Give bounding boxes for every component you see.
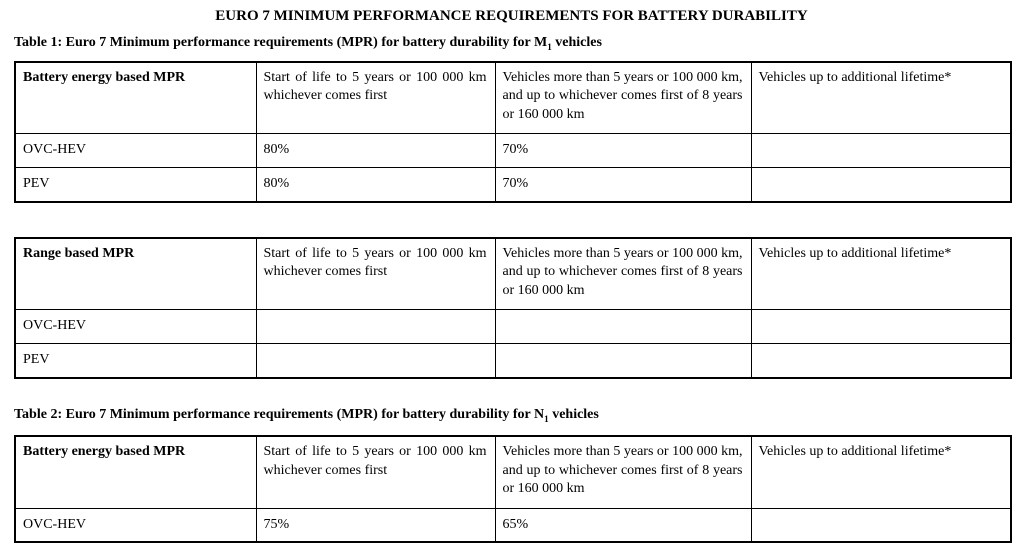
table-battery-energy-mpr-n1 bbox=[14, 435, 1012, 543]
table-row bbox=[15, 344, 1011, 378]
value-cell: 80% bbox=[256, 168, 495, 202]
row-label-cell: PEV bbox=[15, 344, 256, 378]
value-cell bbox=[256, 344, 495, 378]
header-cell-more-than-5-years: Vehicles more than 5 years or 100 000 km, and up to whichever comes first of 8 years or 160 000 km bbox=[495, 436, 751, 508]
table1-caption bbox=[14, 35, 1023, 53]
table-header-row bbox=[15, 436, 1011, 508]
table-range-based-mpr-m1 bbox=[14, 237, 1012, 379]
row-label-cell: OVC-HEV bbox=[15, 508, 256, 542]
header-cell-range-based-mpr: Range based MPR bbox=[15, 238, 256, 310]
value-cell: 65% bbox=[495, 508, 751, 542]
value-cell: 70% bbox=[495, 168, 751, 202]
header-cell-battery-energy-mpr: Battery energy based MPR bbox=[15, 436, 256, 508]
value-cell: 70% bbox=[495, 134, 751, 168]
table-row bbox=[15, 310, 1011, 344]
table1-caption-suffix: vehicles bbox=[551, 35, 602, 50]
page-title: EURO 7 MINIMUM PERFORMANCE REQUIREMENTS FOR BATTERY DURABILITY bbox=[215, 8, 808, 24]
table-row bbox=[15, 508, 1011, 542]
header-cell-additional-lifetime: Vehicles up to additional lifetime* bbox=[751, 436, 1011, 508]
table-row bbox=[15, 168, 1011, 202]
table1-caption-subscript: 1 bbox=[547, 41, 552, 52]
row-label-cell: PEV bbox=[15, 168, 256, 202]
value-cell: 75% bbox=[256, 508, 495, 542]
value-cell bbox=[751, 310, 1011, 344]
table2-caption-subscript: 1 bbox=[544, 413, 549, 424]
value-cell bbox=[256, 310, 495, 344]
value-cell bbox=[751, 344, 1011, 378]
value-cell: 80% bbox=[256, 134, 495, 168]
value-cell bbox=[495, 344, 751, 378]
table-row bbox=[15, 134, 1011, 168]
value-cell bbox=[751, 168, 1011, 202]
header-cell-start-of-life: Start of life to 5 years or 100 000 km whichever comes first bbox=[256, 62, 495, 134]
header-cell-additional-lifetime: Vehicles up to additional lifetime* bbox=[751, 62, 1011, 134]
header-cell-battery-energy-mpr: Battery energy based MPR bbox=[15, 62, 256, 134]
table2-caption-text: Table 2: Euro 7 Minimum performance requirements (MPR) for battery durability for N bbox=[14, 406, 545, 422]
value-cell bbox=[751, 134, 1011, 168]
header-cell-additional-lifetime: Vehicles up to additional lifetime* bbox=[751, 238, 1011, 310]
row-label-cell: OVC-HEV bbox=[15, 310, 256, 344]
value-cell bbox=[751, 508, 1011, 542]
table2-caption bbox=[14, 407, 1023, 425]
header-cell-more-than-5-years: Vehicles more than 5 years or 100 000 km, and up to whichever comes first of 8 years or 160 000 km bbox=[495, 238, 751, 310]
header-cell-start-of-life: Start of life to 5 years or 100 000 km whichever comes first bbox=[256, 238, 495, 310]
row-label-cell: OVC-HEV bbox=[15, 134, 256, 168]
header-cell-start-of-life: Start of life to 5 years or 100 000 km whichever comes first bbox=[256, 436, 495, 508]
table-battery-energy-mpr-m1 bbox=[14, 61, 1012, 203]
table-header-row bbox=[15, 238, 1011, 310]
value-cell bbox=[495, 310, 751, 344]
header-cell-more-than-5-years: Vehicles more than 5 years or 100 000 km, and up to whichever comes first of 8 years or 160 000 km bbox=[495, 62, 751, 134]
table1-caption-text: Table 1: Euro 7 Minimum performance requirements (MPR) for battery durability for M bbox=[14, 35, 548, 50]
table2-caption-suffix: vehicles bbox=[548, 406, 599, 422]
table-header-row bbox=[15, 62, 1011, 134]
